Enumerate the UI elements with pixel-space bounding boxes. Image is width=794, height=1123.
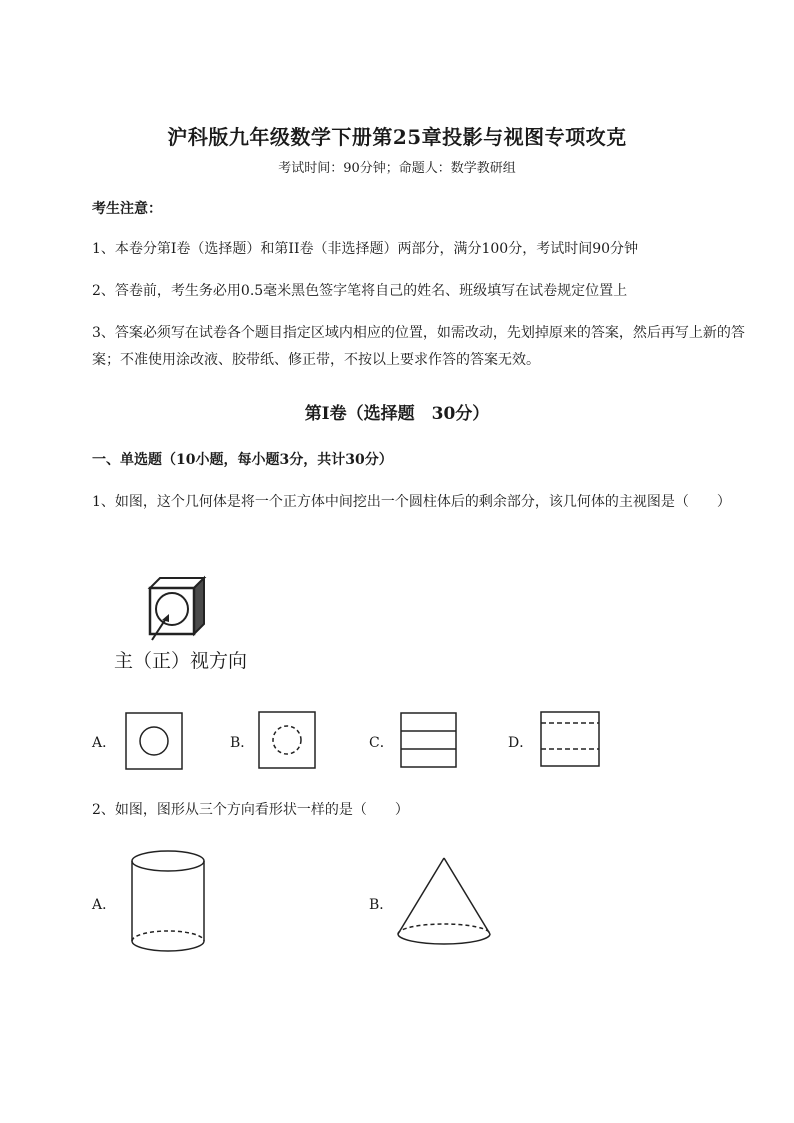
view-direction-caption: 主（正）视方向: [114, 650, 248, 672]
q2-option-a-cylinder: [130, 849, 210, 955]
q1-option-d-figure: [540, 711, 600, 767]
exam-info: 考试时间：90分钟；命题人：数学教研组: [278, 161, 516, 176]
notice-heading: 考生注意：: [92, 201, 162, 217]
question-1-figure: [140, 572, 210, 642]
q2-option-a-label: A．: [92, 897, 117, 913]
q1-option-c-figure: [400, 712, 457, 768]
q1-option-a-label: A．: [92, 735, 117, 751]
notice-item-3: 3、答案必须写在试卷各个题目指定区域内相应的位置，如需改动，先划掉原来的答案，然后再写上新的答案；不准使用涂改液、胶带纸、修正带，不按以上要求作答的答案无效。: [92, 325, 745, 368]
notice-item-2: 2、答卷前，考生务必用0.5毫米黑色签字笔将自己的姓名、班级填写在试卷规定位置上: [92, 283, 628, 299]
page-title: 沪科版九年级数学下册第25章投影与视图专项攻克: [167, 125, 627, 149]
q2-option-b-label: B．: [369, 897, 394, 913]
q1-option-d-label: D．: [508, 735, 534, 751]
notice-item-1: 1、本卷分第I卷（选择题）和第II卷（非选择题）两部分，满分100分，考试时间90分钟: [92, 241, 639, 257]
part-heading: 一、单选题（10小题，每小题3分，共计30分）: [92, 452, 393, 468]
q1-option-c-label: C．: [369, 735, 394, 751]
section-title: 第I卷（选择题 30分）: [304, 404, 490, 424]
question-1-text: 1、如图，这个几何体是将一个正方体中间挖出一个圆柱体后的剩余部分，该几何体的主视图是（ ）: [92, 494, 731, 510]
q1-option-b-label: B．: [230, 735, 255, 751]
q1-option-a-figure: [125, 712, 183, 770]
q2-option-b-cone: [395, 856, 493, 948]
q1-option-b-figure: [258, 711, 316, 769]
question-2-text: 2、如图，图形从三个方向看形状一样的是（ ）: [92, 802, 409, 818]
